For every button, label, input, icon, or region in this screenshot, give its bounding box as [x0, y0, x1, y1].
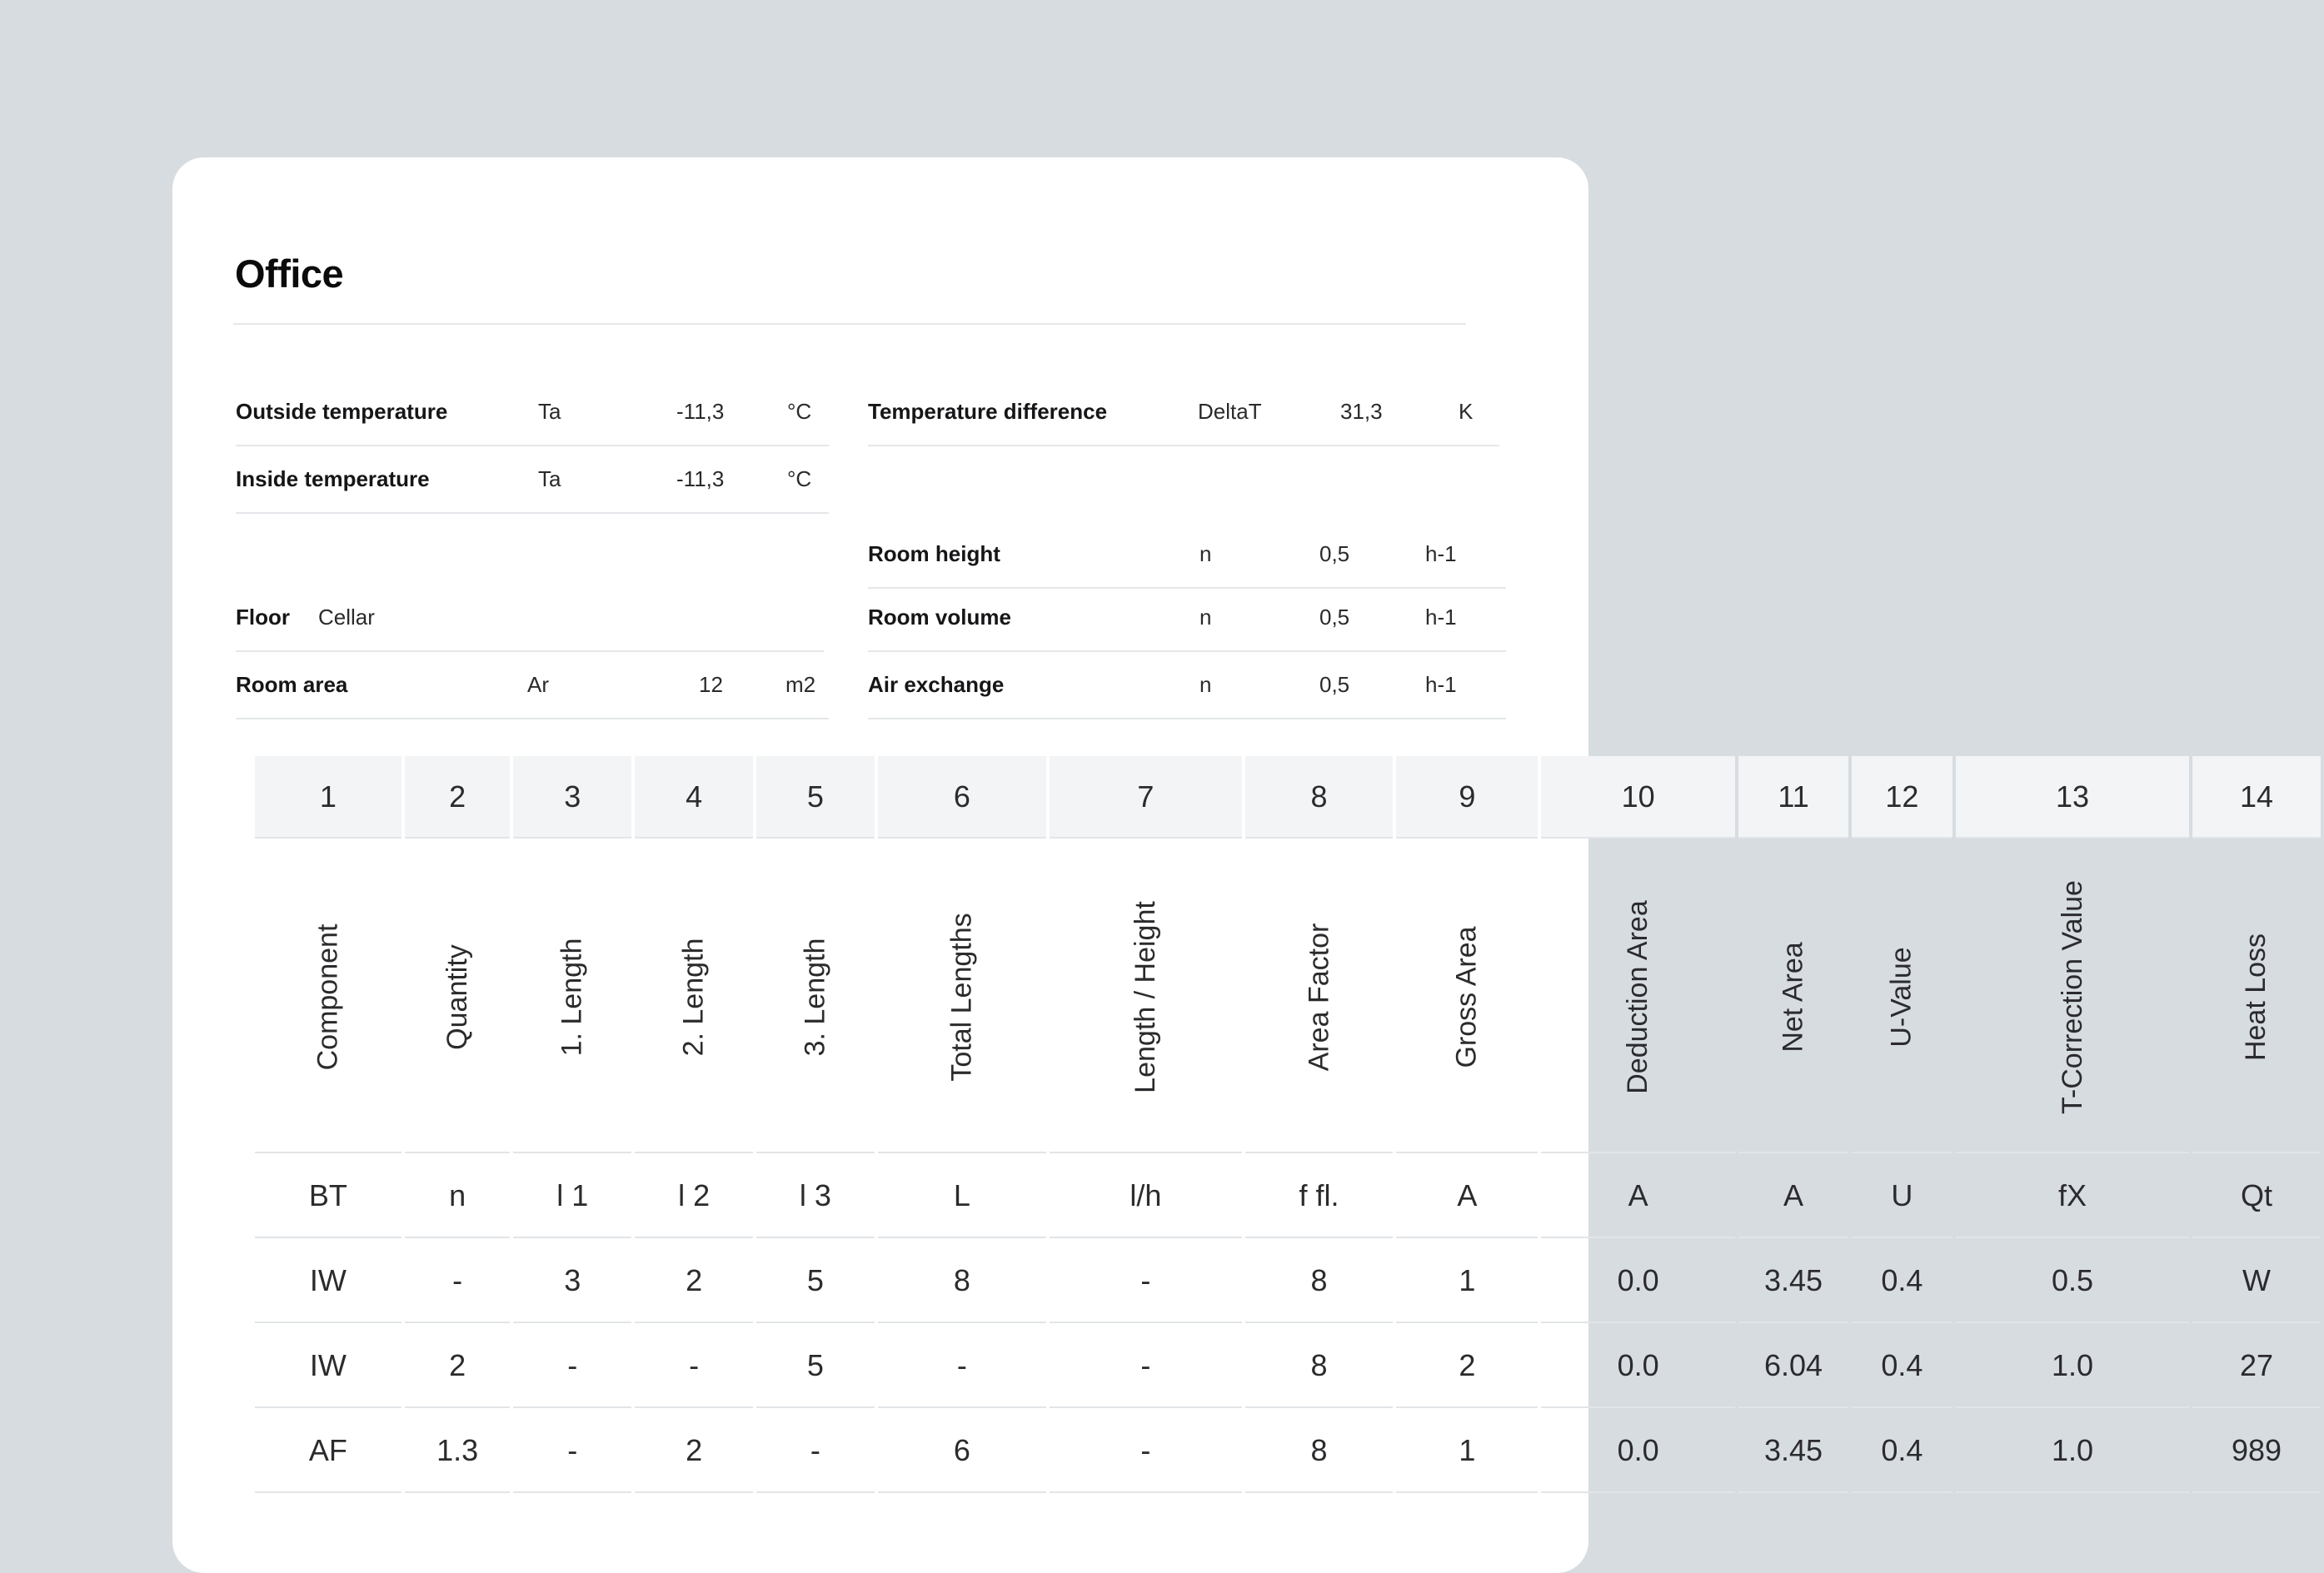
column-number: 12 — [1852, 756, 1952, 837]
table-cell: - — [513, 1410, 631, 1491]
table-cell: 989 — [2192, 1410, 2320, 1491]
column-number-row — [255, 756, 2321, 837]
room-area-row — [236, 651, 829, 719]
column-header-label: Net Area — [1777, 942, 1809, 1053]
air-exchange-symbol: n — [1199, 672, 1212, 697]
column-number: 14 — [2192, 756, 2320, 837]
column-header — [1245, 840, 1394, 1152]
column-header — [1956, 840, 2190, 1152]
column-header-label: Total Lengths — [945, 913, 978, 1082]
column-header — [878, 840, 1046, 1152]
symbol-cell: A — [1396, 1155, 1538, 1237]
column-header-label: Deduction Area — [1622, 900, 1654, 1094]
column-number: 9 — [1396, 756, 1538, 837]
room-volume-unit: h-1 — [1425, 605, 1457, 630]
column-header — [635, 840, 753, 1152]
table-cell: 5 — [756, 1325, 875, 1406]
outside-temperature-unit: °C — [787, 399, 812, 424]
column-header — [2192, 840, 2320, 1152]
column-header-label: Quantity — [441, 944, 473, 1050]
table-cell: 0.4 — [1852, 1240, 1952, 1322]
inside-temperature-unit: °C — [787, 466, 812, 491]
table-cell: 2 — [635, 1410, 753, 1491]
temperature-difference-symbol: DeltaT — [1198, 399, 1262, 424]
symbol-cell: BT — [255, 1155, 401, 1237]
temperature-difference-label: Temperature difference — [868, 399, 1108, 424]
title-divider — [233, 323, 1466, 325]
room-height-row — [868, 520, 1506, 589]
table-cell: 8 — [1245, 1240, 1394, 1322]
symbol-cell: l 2 — [635, 1155, 753, 1237]
column-header — [1050, 840, 1242, 1152]
table-cell: 0.4 — [1852, 1410, 1952, 1491]
column-header-label: U-Value — [1885, 947, 1918, 1048]
column-number: 10 — [1541, 756, 1735, 837]
room-area-unit: m2 — [785, 672, 816, 697]
table-row — [255, 1325, 2321, 1406]
table-cell: 8 — [878, 1240, 1046, 1322]
column-header — [1541, 840, 1735, 1152]
symbol-cell: l 1 — [513, 1155, 631, 1237]
table-cell: - — [513, 1325, 631, 1406]
outside-temperature-row — [236, 378, 829, 446]
floor-value: Cellar — [318, 605, 375, 630]
symbol-cell: Qt — [2192, 1155, 2320, 1237]
room-height-value: 0,5 — [1319, 541, 1350, 566]
table-cell: - — [405, 1240, 511, 1322]
column-header-label: T-Correction Value — [2056, 880, 2088, 1114]
table-cell: 6.04 — [1738, 1325, 1848, 1406]
room-area-label: Room area — [236, 672, 348, 697]
column-header — [756, 840, 875, 1152]
column-header-label: Gross Area — [1450, 926, 1483, 1068]
room-area-symbol: Ar — [527, 672, 549, 697]
page-title: Office — [235, 251, 344, 296]
room-volume-value: 0,5 — [1319, 605, 1350, 630]
symbol-cell: A — [1738, 1155, 1848, 1237]
table-cell: 2 — [1396, 1325, 1538, 1406]
column-header-label: Component — [312, 923, 344, 1071]
table-row — [255, 1240, 2321, 1322]
temperature-difference-row — [868, 378, 1499, 446]
column-number: 2 — [405, 756, 511, 837]
column-header-label: 2. Length — [677, 938, 710, 1057]
table-cell: - — [1050, 1410, 1242, 1491]
table-cell: - — [756, 1410, 875, 1491]
symbol-cell: fX — [1956, 1155, 2190, 1237]
table-cell: 5 — [756, 1240, 875, 1322]
air-exchange-unit: h-1 — [1425, 672, 1457, 697]
table-cell: 27 — [2192, 1325, 2320, 1406]
table-cell: 8 — [1245, 1410, 1394, 1491]
air-exchange-row — [868, 651, 1506, 719]
column-header — [1852, 840, 1952, 1152]
table-cell: 2 — [405, 1325, 511, 1406]
table-cell: 6 — [878, 1410, 1046, 1491]
temperature-difference-value: 31,3 — [1340, 399, 1383, 424]
column-header — [513, 840, 631, 1152]
heat-loss-table-wrapper — [252, 753, 2282, 1495]
symbol-cell: n — [405, 1155, 511, 1237]
table-cell: 0.0 — [1541, 1410, 1735, 1491]
floor-row — [236, 584, 824, 652]
outside-temperature-symbol: Ta — [538, 399, 561, 424]
column-number: 5 — [756, 756, 875, 837]
column-header-row — [255, 840, 2321, 1152]
room-volume-row — [868, 584, 1506, 652]
table-cell: - — [878, 1325, 1046, 1406]
column-number: 3 — [513, 756, 631, 837]
table-cell: IW — [255, 1240, 401, 1322]
table-cell: 0.0 — [1541, 1325, 1735, 1406]
column-number: 11 — [1738, 756, 1848, 837]
column-header — [405, 840, 511, 1152]
table-cell: 0.0 — [1541, 1240, 1735, 1322]
room-height-label: Room height — [868, 541, 1000, 566]
column-number: 7 — [1050, 756, 1242, 837]
table-cell: 3 — [513, 1240, 631, 1322]
symbol-cell: L — [878, 1155, 1046, 1237]
column-header-label: Length / Height — [1129, 901, 1161, 1093]
column-header — [1396, 840, 1538, 1152]
table-cell: 2 — [635, 1240, 753, 1322]
symbol-cell: l 3 — [756, 1155, 875, 1237]
room-volume-symbol: n — [1199, 605, 1212, 630]
heat-loss-table — [252, 753, 2324, 1495]
air-exchange-label: Air exchange — [868, 672, 1005, 697]
table-cell: IW — [255, 1325, 401, 1406]
inside-temperature-value: -11,3 — [676, 466, 725, 491]
table-cell: 1.0 — [1956, 1325, 2190, 1406]
column-header-label: 3. Length — [799, 938, 831, 1057]
table-cell: 1.3 — [405, 1410, 511, 1491]
room-height-symbol: n — [1199, 541, 1212, 566]
column-number: 6 — [878, 756, 1046, 837]
table-cell: 1.0 — [1956, 1410, 2190, 1491]
room-card — [172, 157, 2282, 1573]
symbol-cell: l/h — [1050, 1155, 1242, 1237]
table-cell: 8 — [1245, 1325, 1394, 1406]
room-area-value: 12 — [699, 672, 723, 697]
column-number: 1 — [255, 756, 401, 837]
symbol-cell: f fl. — [1245, 1155, 1394, 1237]
table-cell: W — [2192, 1240, 2320, 1322]
column-number: 4 — [635, 756, 753, 837]
symbol-cell: U — [1852, 1155, 1952, 1237]
table-cell: 1 — [1396, 1410, 1538, 1491]
table-cell: - — [1050, 1325, 1242, 1406]
room-volume-label: Room volume — [868, 605, 1011, 630]
table-row — [255, 1410, 2321, 1491]
outside-temperature-label: Outside temperature — [236, 399, 448, 424]
symbol-row — [255, 1155, 2321, 1237]
inside-temperature-row — [236, 446, 829, 514]
inside-temperature-label: Inside temperature — [236, 466, 430, 491]
temperature-difference-unit: K — [1459, 399, 1474, 424]
column-header — [1738, 840, 1848, 1152]
symbol-cell: A — [1541, 1155, 1735, 1237]
room-height-unit: h-1 — [1425, 541, 1457, 566]
column-header-label: Heat Loss — [2240, 933, 2272, 1062]
inside-temperature-symbol: Ta — [538, 466, 561, 491]
table-cell: AF — [255, 1410, 401, 1491]
column-number: 13 — [1956, 756, 2190, 837]
column-number: 8 — [1245, 756, 1394, 837]
outside-temperature-value: -11,3 — [676, 399, 725, 424]
air-exchange-value: 0,5 — [1319, 672, 1350, 697]
table-cell: - — [1050, 1240, 1242, 1322]
column-header — [255, 840, 401, 1152]
column-header-label: Area Factor — [1303, 923, 1334, 1072]
column-header-label: 1. Length — [556, 938, 588, 1057]
floor-label: Floor — [236, 605, 290, 630]
table-cell: 3.45 — [1738, 1240, 1848, 1322]
table-cell: 1 — [1396, 1240, 1538, 1322]
table-cell: 3.45 — [1738, 1410, 1848, 1491]
table-cell: 0.5 — [1956, 1240, 2190, 1322]
table-cell: - — [635, 1325, 753, 1406]
table-cell: 0.4 — [1852, 1325, 1952, 1406]
